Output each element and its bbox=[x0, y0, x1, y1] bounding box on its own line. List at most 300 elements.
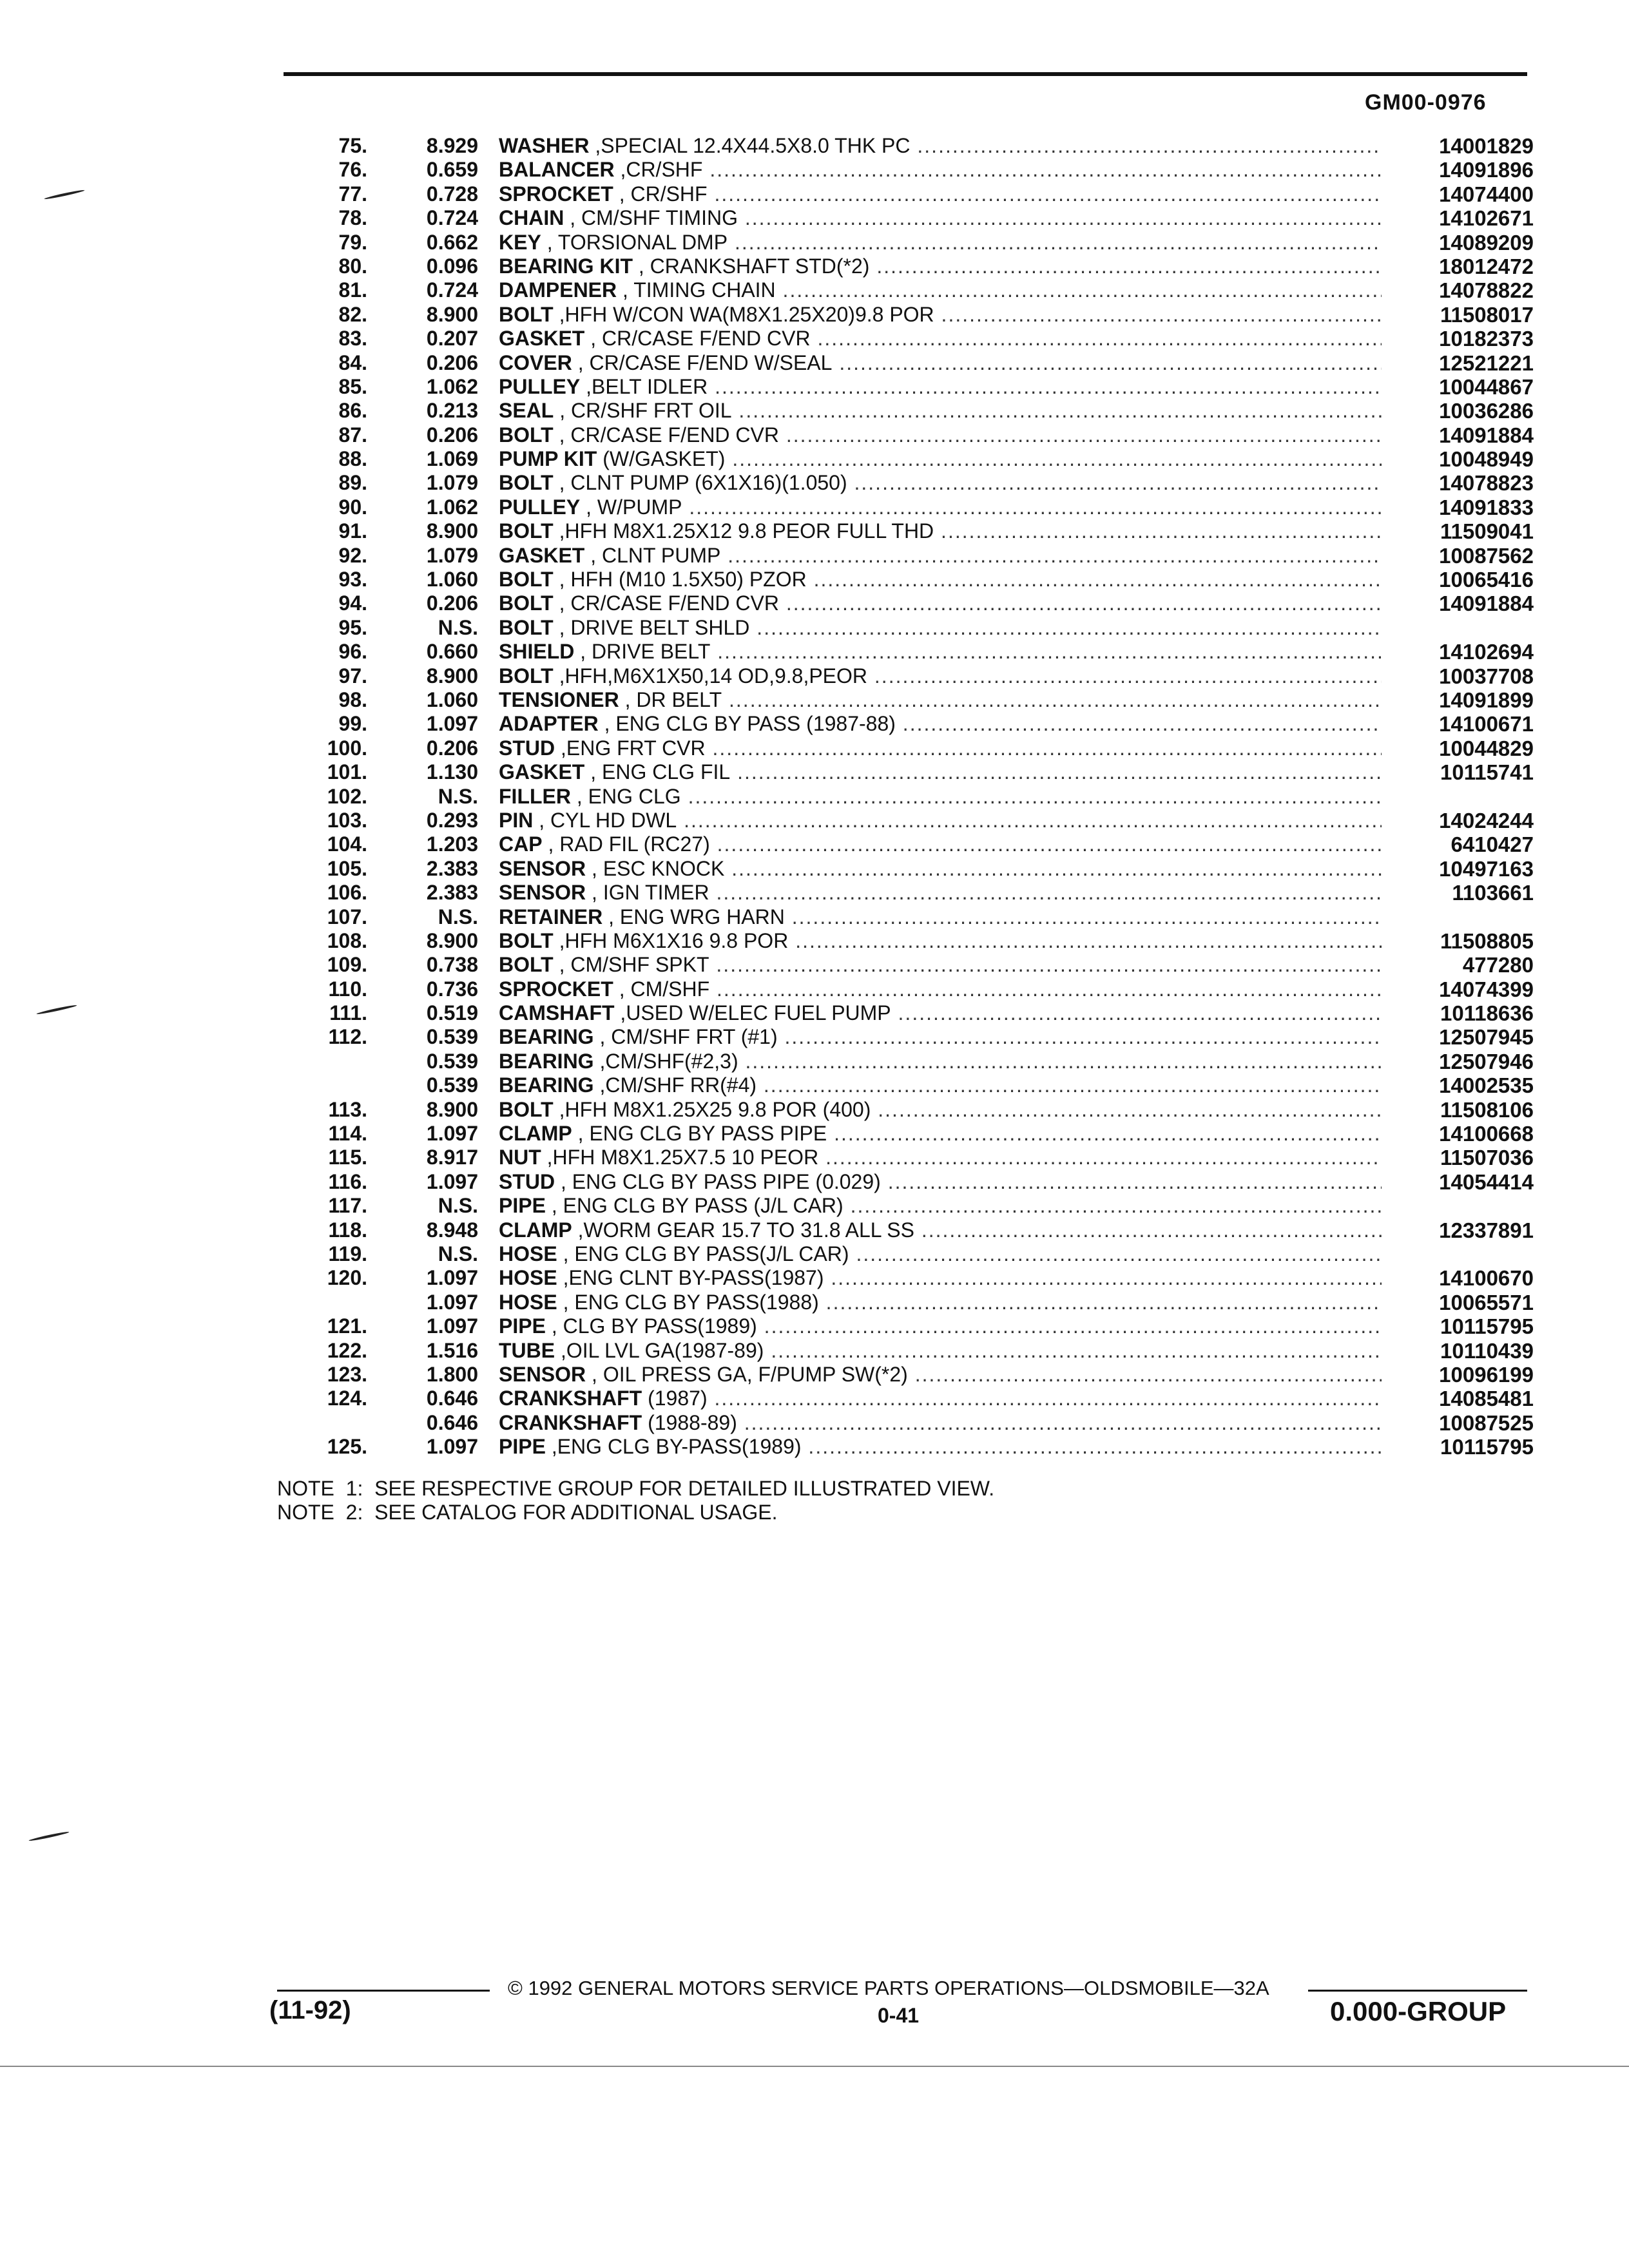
item-number: 96. bbox=[338, 640, 367, 664]
group-number: 0.206 bbox=[426, 351, 478, 374]
part-description bbox=[499, 591, 1382, 615]
part-name: BEARING bbox=[499, 1073, 594, 1097]
part-description bbox=[499, 1146, 1382, 1169]
item-number: 113. bbox=[328, 1097, 367, 1121]
part-number: 10096199 bbox=[1439, 1362, 1534, 1387]
part-detail: ,HFH M8X1.25X25 9.8 POR (400) bbox=[553, 1097, 871, 1121]
part-number: 14085481 bbox=[1439, 1387, 1534, 1411]
parts-row bbox=[284, 134, 1534, 158]
parts-row bbox=[284, 1411, 1534, 1435]
part-detail: , HFH (M10 1.5X50) PZOR bbox=[553, 568, 807, 591]
part-description bbox=[499, 278, 1382, 302]
part-detail: , OIL PRESS GA, F/PUMP SW(*2) bbox=[586, 1362, 908, 1386]
part-detail: , ENG CLG BY PASS PIPE bbox=[572, 1122, 827, 1146]
group-number: 0.213 bbox=[426, 399, 478, 423]
item-number: 80. bbox=[338, 254, 367, 278]
parts-row bbox=[284, 1001, 1534, 1025]
parts-row bbox=[284, 688, 1534, 712]
part-name: TENSIONER bbox=[499, 687, 619, 711]
parts-row bbox=[284, 568, 1534, 591]
part-detail: , CRANKSHAFT STD(*2) bbox=[633, 254, 870, 278]
part-detail: , ENG CLG BY PASS(1988) bbox=[557, 1290, 819, 1314]
part-detail: , ENG CLG BY PASS (1987-88) bbox=[598, 712, 896, 736]
item-number: 110. bbox=[328, 977, 367, 1001]
part-description bbox=[499, 255, 1382, 278]
part-number: 10115795 bbox=[1440, 1314, 1534, 1339]
part-name: GASKET bbox=[499, 327, 585, 351]
item-number: 106. bbox=[327, 881, 367, 905]
part-detail: (W/GASKET) bbox=[597, 447, 726, 471]
part-name: BEARING bbox=[499, 1025, 594, 1049]
parts-row bbox=[284, 977, 1534, 1001]
part-name: BOLT bbox=[499, 519, 554, 543]
parts-row bbox=[284, 231, 1534, 255]
group-number: 2.383 bbox=[426, 881, 478, 905]
part-number: 11509041 bbox=[1440, 519, 1534, 544]
group-number: 0.293 bbox=[426, 808, 478, 832]
group-number: 0.724 bbox=[426, 206, 478, 230]
item-number: 94. bbox=[338, 591, 367, 615]
part-name: PULLEY bbox=[499, 495, 581, 519]
group-number: 0.646 bbox=[426, 1410, 478, 1434]
group-number: 0.206 bbox=[426, 423, 478, 447]
item-number: 100. bbox=[327, 736, 367, 760]
item-number: 86. bbox=[338, 399, 367, 423]
group-number: 0.659 bbox=[426, 158, 478, 182]
item-number: 123. bbox=[327, 1362, 367, 1386]
parts-row bbox=[284, 1050, 1534, 1073]
part-name: BOLT bbox=[499, 423, 554, 447]
part-number: 12337891 bbox=[1439, 1218, 1534, 1242]
part-description bbox=[499, 1001, 1382, 1025]
part-description bbox=[499, 351, 1382, 375]
item-number: 99. bbox=[338, 712, 367, 736]
item-number: 97. bbox=[338, 664, 367, 687]
part-name: CRANKSHAFT bbox=[499, 1410, 642, 1434]
part-detail: , CLG BY PASS(1989) bbox=[545, 1314, 757, 1338]
part-number: 10087525 bbox=[1439, 1410, 1534, 1435]
group-number: 1.516 bbox=[426, 1338, 478, 1362]
group-number: N.S. bbox=[438, 784, 478, 808]
part-description bbox=[499, 544, 1382, 568]
part-name: DAMPENER bbox=[499, 278, 617, 302]
note-1: NOTE 1: SEE RESPECTIVE GROUP FOR DETAILED ILLUSTRATED VIEW. bbox=[277, 1477, 995, 1500]
part-description bbox=[499, 1098, 1382, 1122]
part-detail: , CYL HD DWL bbox=[533, 808, 677, 832]
part-detail: ,ENG FRT CVR bbox=[555, 736, 706, 760]
parts-row bbox=[284, 399, 1534, 423]
part-description bbox=[499, 1266, 1382, 1290]
part-name: HOSE bbox=[499, 1266, 557, 1290]
part-description bbox=[499, 423, 1382, 447]
group-number: 8.900 bbox=[426, 664, 478, 687]
part-number: 14078822 bbox=[1439, 278, 1534, 303]
parts-row bbox=[284, 255, 1534, 278]
part-description bbox=[499, 857, 1382, 881]
part-description bbox=[499, 1122, 1382, 1146]
group-number: 8.900 bbox=[426, 1097, 478, 1121]
part-description bbox=[499, 1291, 1382, 1314]
part-description bbox=[499, 1363, 1382, 1387]
part-number: 14100670 bbox=[1439, 1266, 1534, 1291]
group-number: 1.079 bbox=[426, 543, 478, 567]
group-number: 1.069 bbox=[426, 447, 478, 471]
part-number: 14024244 bbox=[1439, 808, 1534, 832]
part-name: ADAPTER bbox=[499, 712, 599, 736]
part-description bbox=[499, 905, 1382, 929]
group-number: 0.539 bbox=[426, 1025, 478, 1049]
item-number: 103. bbox=[327, 808, 367, 832]
part-number: 1103661 bbox=[1452, 881, 1534, 905]
parts-row bbox=[284, 881, 1534, 905]
part-name: BOLT bbox=[499, 591, 554, 615]
item-number: 122. bbox=[327, 1338, 367, 1362]
part-description bbox=[499, 375, 1382, 399]
parts-row bbox=[284, 495, 1534, 519]
item-number: 79. bbox=[338, 230, 367, 254]
parts-row bbox=[284, 351, 1534, 375]
group-number: 1.062 bbox=[426, 374, 478, 398]
group-number: 0.207 bbox=[426, 327, 478, 351]
part-name: SEAL bbox=[499, 399, 554, 423]
part-name: SPROCKET bbox=[499, 182, 613, 206]
part-description bbox=[499, 785, 1382, 809]
part-description bbox=[499, 1025, 1382, 1049]
part-detail: , W/PUMP bbox=[580, 495, 682, 519]
part-number: 10087562 bbox=[1439, 543, 1534, 568]
part-detail: ,CR/SHF bbox=[614, 158, 703, 182]
part-number: 11508017 bbox=[1440, 302, 1534, 327]
part-number: 14089209 bbox=[1439, 230, 1534, 255]
parts-row bbox=[284, 1266, 1534, 1290]
part-description bbox=[499, 231, 1382, 255]
part-name: CLAMP bbox=[499, 1122, 572, 1146]
part-description bbox=[499, 664, 1382, 688]
footer-rule bbox=[277, 1990, 490, 1992]
part-name: HOSE bbox=[499, 1242, 557, 1265]
part-name: BOLT bbox=[499, 664, 554, 687]
part-detail: ,HFH W/CON WA(M8X1.25X20)9.8 POR bbox=[553, 302, 934, 326]
item-number: 84. bbox=[338, 351, 367, 374]
part-description bbox=[499, 1050, 1382, 1073]
item-number: 115. bbox=[328, 1146, 367, 1169]
part-detail: , TIMING CHAIN bbox=[617, 278, 776, 302]
parts-row bbox=[284, 832, 1534, 856]
group-number: 0.662 bbox=[426, 230, 478, 254]
part-detail: , CM/SHF bbox=[613, 977, 710, 1001]
footer-rule bbox=[1308, 1990, 1527, 1992]
parts-row bbox=[284, 1435, 1534, 1459]
part-detail: ,HFH M6X1X16 9.8 POR bbox=[553, 928, 789, 952]
part-number: 11508106 bbox=[1440, 1097, 1534, 1122]
part-detail: ,HFH M8X1.25X7.5 10 PEOR bbox=[541, 1146, 819, 1169]
part-detail: , CM/SHF FRT (#1) bbox=[593, 1025, 778, 1049]
item-number: 85. bbox=[338, 374, 367, 398]
part-name: BOLT bbox=[499, 471, 554, 495]
part-number: 11507036 bbox=[1440, 1146, 1534, 1170]
item-number: 125. bbox=[327, 1435, 367, 1459]
group-number: 2.383 bbox=[426, 856, 478, 880]
parts-row bbox=[284, 206, 1534, 230]
part-detail: ,HFH,M6X1X50,14 OD,9.8,PEOR bbox=[553, 664, 868, 687]
part-number: 14102694 bbox=[1439, 640, 1534, 664]
group-number: 0.646 bbox=[426, 1387, 478, 1410]
group-number: 1.079 bbox=[426, 471, 478, 495]
part-number: 14074400 bbox=[1439, 182, 1534, 206]
part-number: 10065571 bbox=[1439, 1290, 1534, 1314]
parts-row bbox=[284, 1314, 1534, 1338]
margin-mark bbox=[36, 1004, 77, 1015]
group-number: 1.062 bbox=[426, 495, 478, 519]
part-detail: ,HFH M8X1.25X12 9.8 PEOR FULL THD bbox=[553, 519, 934, 543]
parts-row bbox=[284, 303, 1534, 327]
parts-row bbox=[284, 712, 1534, 736]
part-number: 10497163 bbox=[1439, 856, 1534, 881]
item-number: 92. bbox=[338, 543, 367, 567]
item-number: 119. bbox=[328, 1242, 367, 1265]
group-number: 1.060 bbox=[426, 687, 478, 711]
parts-row bbox=[284, 1122, 1534, 1146]
part-number: 18012472 bbox=[1439, 254, 1534, 278]
part-number: 12521221 bbox=[1439, 351, 1534, 375]
item-number: 116. bbox=[328, 1169, 367, 1193]
part-number: 14001829 bbox=[1439, 134, 1534, 158]
parts-row bbox=[284, 1218, 1534, 1242]
part-name: TUBE bbox=[499, 1338, 555, 1362]
item-number: 102. bbox=[327, 784, 367, 808]
parts-row bbox=[284, 1098, 1534, 1122]
item-number: 90. bbox=[338, 495, 367, 519]
part-name: BEARING KIT bbox=[499, 254, 633, 278]
part-description bbox=[499, 832, 1382, 856]
item-number: 89. bbox=[338, 471, 367, 495]
group-number: 0.736 bbox=[426, 977, 478, 1001]
part-detail: , CR/CASE F/END CVR bbox=[584, 327, 811, 351]
part-number: 14091833 bbox=[1439, 495, 1534, 519]
parts-row bbox=[284, 1363, 1534, 1387]
part-detail: (1987) bbox=[642, 1387, 708, 1410]
item-number: 95. bbox=[338, 615, 367, 639]
part-description bbox=[499, 1435, 1382, 1459]
part-number: 10115741 bbox=[1440, 760, 1534, 785]
part-number: 14091899 bbox=[1439, 687, 1534, 712]
part-description bbox=[499, 1194, 1382, 1218]
part-detail: , ENG CLG bbox=[570, 784, 681, 808]
part-detail: , DR BELT bbox=[619, 687, 722, 711]
part-detail: , ENG CLG BY PASS (J/L CAR) bbox=[545, 1194, 843, 1218]
group-number: 1.097 bbox=[426, 712, 478, 736]
group-label: 0.000-GROUP bbox=[1330, 1996, 1507, 2026]
group-number: 0.539 bbox=[426, 1073, 478, 1097]
part-description bbox=[499, 134, 1382, 158]
group-number: 1.097 bbox=[426, 1266, 478, 1290]
part-number: 10037708 bbox=[1439, 664, 1534, 688]
group-number: N.S. bbox=[438, 1242, 478, 1265]
item-number: 108. bbox=[327, 928, 367, 952]
part-name: CAMSHAFT bbox=[499, 1001, 615, 1025]
part-name: SENSOR bbox=[499, 1362, 586, 1386]
item-number: 111. bbox=[329, 1001, 367, 1025]
parts-row bbox=[284, 1146, 1534, 1169]
part-name: KEY bbox=[499, 230, 541, 254]
part-description bbox=[499, 447, 1382, 471]
parts-row bbox=[284, 905, 1534, 929]
item-number: 120. bbox=[327, 1266, 367, 1290]
part-detail: , CR/SHF bbox=[613, 182, 708, 206]
part-number: 14091884 bbox=[1439, 591, 1534, 616]
parts-row bbox=[284, 640, 1534, 664]
part-number: 10048949 bbox=[1439, 447, 1534, 472]
part-description bbox=[499, 929, 1382, 953]
group-number: N.S. bbox=[438, 1194, 478, 1218]
parts-row bbox=[284, 519, 1534, 543]
header-rule bbox=[284, 72, 1527, 76]
group-number: N.S. bbox=[438, 905, 478, 928]
part-number: 10036286 bbox=[1439, 399, 1534, 423]
part-name: PUMP KIT bbox=[499, 447, 597, 471]
part-description bbox=[499, 303, 1382, 327]
part-name: CHAIN bbox=[499, 206, 564, 230]
group-number: 1.097 bbox=[426, 1435, 478, 1459]
group-number: 0.096 bbox=[426, 254, 478, 278]
parts-row bbox=[284, 1170, 1534, 1194]
part-detail: , CM/SHF SPKT bbox=[553, 953, 709, 977]
parts-row bbox=[284, 278, 1534, 302]
parts-row bbox=[284, 664, 1534, 688]
part-detail: , TORSIONAL DMP bbox=[541, 230, 728, 254]
part-number: 12507946 bbox=[1439, 1049, 1534, 1073]
part-number: 14074399 bbox=[1439, 977, 1534, 1001]
item-number: 76. bbox=[338, 158, 367, 182]
part-name: CAP bbox=[499, 832, 543, 856]
part-description bbox=[499, 399, 1382, 423]
group-number: 0.728 bbox=[426, 182, 478, 206]
copyright-text: © 1992 GENERAL MOTORS SERVICE PARTS OPERATIONS—OLDSMOBILE—32A bbox=[508, 1977, 1269, 1999]
parts-row bbox=[284, 447, 1534, 471]
part-number: 14091896 bbox=[1439, 158, 1534, 182]
part-detail: , ENG CLG FIL bbox=[584, 760, 731, 784]
part-detail: , CR/SHF FRT OIL bbox=[554, 399, 732, 423]
part-description bbox=[499, 881, 1382, 905]
parts-row bbox=[284, 471, 1534, 495]
part-number: 10115795 bbox=[1440, 1435, 1534, 1459]
part-name: CRANKSHAFT bbox=[499, 1387, 642, 1410]
part-detail: , ENG CLG BY PASS(J/L CAR) bbox=[557, 1242, 849, 1265]
part-description bbox=[499, 158, 1382, 182]
group-number: 1.097 bbox=[426, 1122, 478, 1146]
part-name: SPROCKET bbox=[499, 977, 613, 1001]
group-number: 8.900 bbox=[426, 928, 478, 952]
part-description bbox=[499, 1170, 1382, 1194]
part-number: 14100668 bbox=[1439, 1122, 1534, 1146]
item-number: 109. bbox=[327, 953, 367, 977]
group-number: 0.206 bbox=[426, 591, 478, 615]
part-name: CLAMP bbox=[499, 1218, 572, 1242]
group-number: 0.738 bbox=[426, 953, 478, 977]
group-number: 8.948 bbox=[426, 1218, 478, 1242]
parts-row bbox=[284, 375, 1534, 399]
part-name: BOLT bbox=[499, 953, 554, 977]
part-name: NUT bbox=[499, 1146, 541, 1169]
item-number: 87. bbox=[338, 423, 367, 447]
part-detail: ,ENG CLNT BY-PASS(1987) bbox=[557, 1266, 824, 1290]
part-name: BALANCER bbox=[499, 158, 615, 182]
item-number: 117. bbox=[328, 1194, 367, 1218]
item-number: 77. bbox=[338, 182, 367, 206]
part-description bbox=[499, 1242, 1382, 1266]
part-number: 10182373 bbox=[1439, 327, 1534, 351]
part-name: BOLT bbox=[499, 1097, 554, 1121]
part-number: 14054414 bbox=[1439, 1169, 1534, 1194]
group-number: 1.800 bbox=[426, 1362, 478, 1386]
note-2: NOTE 2: SEE CATALOG FOR ADDITIONAL USAGE. bbox=[277, 1501, 778, 1524]
item-number: 112. bbox=[328, 1025, 367, 1049]
item-number: 118. bbox=[328, 1218, 367, 1242]
group-number: 0.724 bbox=[426, 278, 478, 302]
item-number: 88. bbox=[338, 447, 367, 471]
group-number: 1.130 bbox=[426, 760, 478, 784]
part-description bbox=[499, 519, 1382, 543]
part-name: PIN bbox=[499, 808, 534, 832]
item-number: 82. bbox=[338, 302, 367, 326]
part-description bbox=[499, 1314, 1382, 1338]
part-name: PIPE bbox=[499, 1435, 546, 1459]
part-name: BOLT bbox=[499, 302, 554, 326]
part-detail: , CR/CASE F/END CVR bbox=[553, 423, 779, 447]
parts-row bbox=[284, 158, 1534, 182]
part-description bbox=[499, 1218, 1382, 1242]
page-bottom-rule bbox=[0, 2066, 1629, 2067]
parts-row bbox=[284, 1073, 1534, 1097]
parts-row bbox=[284, 785, 1534, 809]
part-number: 10065416 bbox=[1439, 568, 1534, 592]
part-number: 10044867 bbox=[1439, 374, 1534, 399]
parts-row bbox=[284, 423, 1534, 447]
part-number: 10118636 bbox=[1440, 1001, 1534, 1026]
part-description bbox=[499, 736, 1382, 760]
parts-row bbox=[284, 736, 1534, 760]
group-number: 0.660 bbox=[426, 640, 478, 664]
part-number: 12507945 bbox=[1439, 1025, 1534, 1050]
part-description bbox=[499, 640, 1382, 664]
date-code: (11-92) bbox=[269, 1996, 351, 2024]
part-name: FILLER bbox=[499, 784, 571, 808]
part-detail: , CR/CASE F/END W/SEAL bbox=[572, 351, 833, 374]
parts-row bbox=[284, 1291, 1534, 1314]
item-number: 83. bbox=[338, 327, 367, 351]
part-description bbox=[499, 809, 1382, 832]
part-number: 14100671 bbox=[1439, 712, 1534, 736]
part-number: 14078823 bbox=[1439, 471, 1534, 495]
group-number: 0.519 bbox=[426, 1001, 478, 1025]
part-name: BOLT bbox=[499, 615, 554, 639]
part-detail: , DRIVE BELT SHLD bbox=[553, 615, 750, 639]
part-detail: ,SPECIAL 12.4X44.5X8.0 THK PC bbox=[589, 134, 911, 157]
item-number: 91. bbox=[338, 519, 367, 543]
group-number: N.S. bbox=[438, 615, 478, 639]
part-detail: , IGN TIMER bbox=[586, 881, 709, 905]
part-name: COVER bbox=[499, 351, 572, 374]
part-description bbox=[499, 182, 1382, 206]
part-detail: ,CM/SHF RR(#4) bbox=[593, 1073, 757, 1097]
group-number: 1.203 bbox=[426, 832, 478, 856]
part-name: PULLEY bbox=[499, 374, 581, 398]
part-number: 6410427 bbox=[1451, 832, 1534, 857]
part-description bbox=[499, 1387, 1382, 1410]
parts-row bbox=[284, 327, 1534, 351]
notes bbox=[277, 1477, 994, 1524]
part-number: 14102671 bbox=[1439, 206, 1534, 231]
